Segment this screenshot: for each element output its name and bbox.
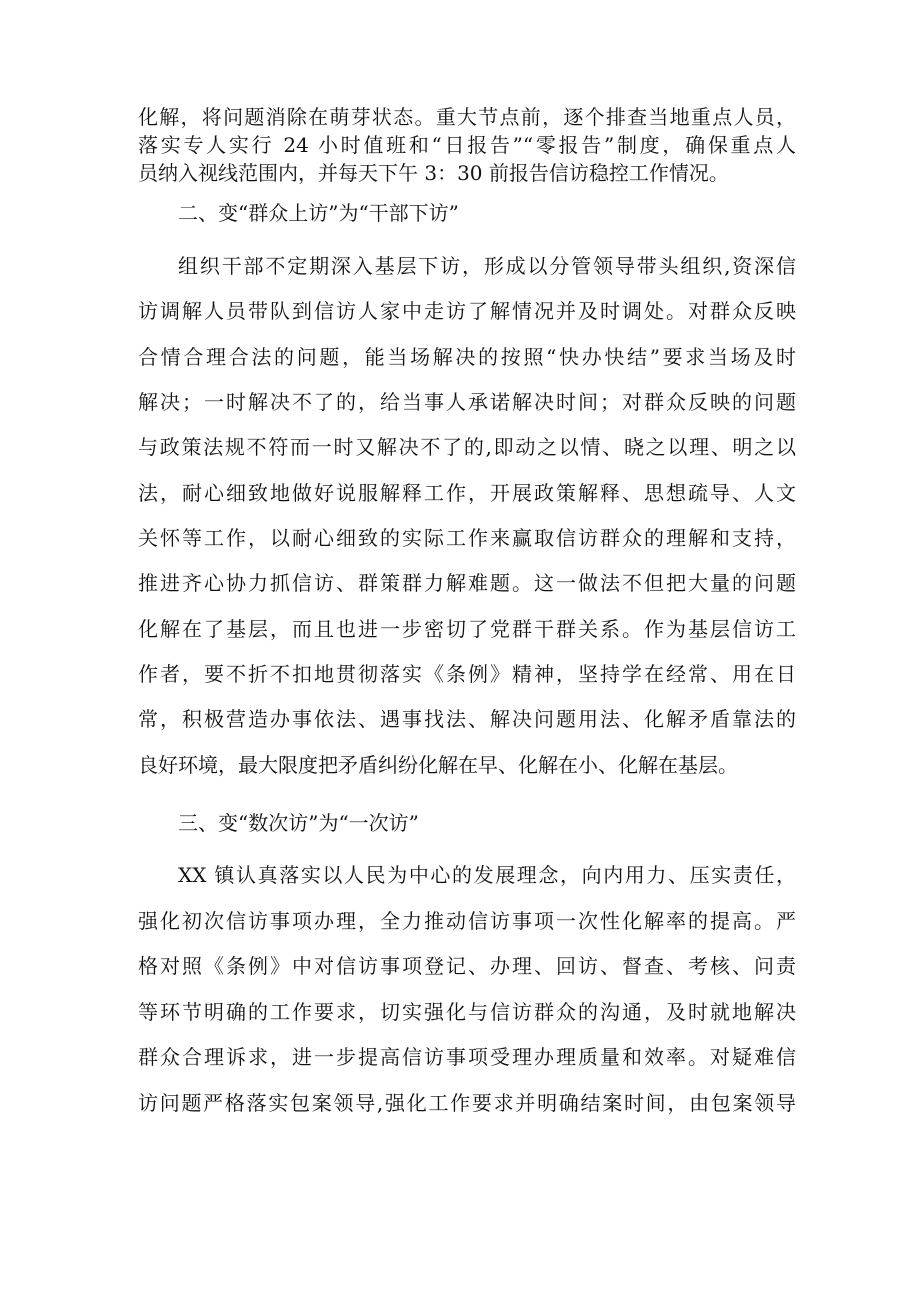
paragraph-line: 强化初次信访事项办理，全力推动信访事项一次性化解率的提高。严 bbox=[138, 909, 796, 933]
paragraph-line: 与政策法规不符而一时又解决不了的,即动之以情、晓之以理、明之以 bbox=[138, 435, 796, 459]
paragraph-line: 格对照《条例》中对信访事项登记、办理、回访、督查、考核、问责 bbox=[138, 954, 796, 978]
paragraph-line: 等环节明确的工作要求，切实强化与信访群众的沟通，及时就地解决 bbox=[138, 1000, 796, 1024]
paragraph-line: 推进齐心协力抓信访、群策群力解难题。这一做法不但把大量的问题 bbox=[138, 571, 796, 595]
paragraph-line: 关怀等工作，以耐心细致的实际工作来赢取信访群众的理解和支持， bbox=[138, 526, 796, 550]
paragraph-line: 访调解人员带队到信访人家中走访了解情况并及时调处。对群众反映 bbox=[138, 299, 796, 323]
paragraph-line: 合情合理合法的问题，能当场解决的按照“快办快结”要求当场及时 bbox=[138, 345, 796, 369]
paragraph-line: 作者，要不折不扣地贯彻落实《条例》精神，坚持学在经常、用在日 bbox=[138, 662, 796, 686]
paragraph-line: 化解在了基层，而且也进一步密切了党群干群关系。作为基层信访工 bbox=[138, 617, 796, 641]
paragraph-line: 良好环境，最大限度把矛盾纠纷化解在早、化解在小、化解在基层。 bbox=[138, 753, 738, 777]
section-heading: 二、变“群众上访”为“干部下访” bbox=[178, 201, 459, 225]
paragraph-line: 访问题严格落实包案领导,强化工作要求并明确结案时间，由包案领导 bbox=[138, 1091, 796, 1115]
paragraph-line: 组织干部不定期深入基层下访，形成以分管领导带头组织,资深信 bbox=[178, 254, 796, 278]
paragraph-line: 员纳入视线范围内，并每天下午 3：30 前报告信访稳控工作情况。 bbox=[138, 161, 729, 185]
paragraph-line: 解决；一时解决不了的，给当事人承诺解决时间；对群众反映的问题 bbox=[138, 390, 796, 414]
paragraph-line: 化解，将问题消除在萌芽状态。重大节点前，逐个排查当地重点人员， bbox=[138, 105, 796, 129]
paragraph-line: XX 镇认真落实以人民为中心的发展理念，向内用力、压实责任， bbox=[178, 863, 796, 887]
paragraph-line: 法，耐心细致地做好说服解释工作，开展政策解释、思想疏导、人文 bbox=[138, 481, 796, 505]
paragraph-line: 落实专人实行 24 小时值班和“日报告”“零报告”制度，确保重点人 bbox=[138, 133, 796, 157]
paragraph-line: 群众合理诉求，进一步提高信访事项受理办理质量和效率。对疑难信 bbox=[138, 1045, 796, 1069]
section-heading: 三、变“数次访”为“一次访” bbox=[178, 811, 419, 835]
paragraph-line: 常，积极营造办事依法、遇事找法、解决问题用法、化解矛盾靠法的 bbox=[138, 707, 796, 731]
